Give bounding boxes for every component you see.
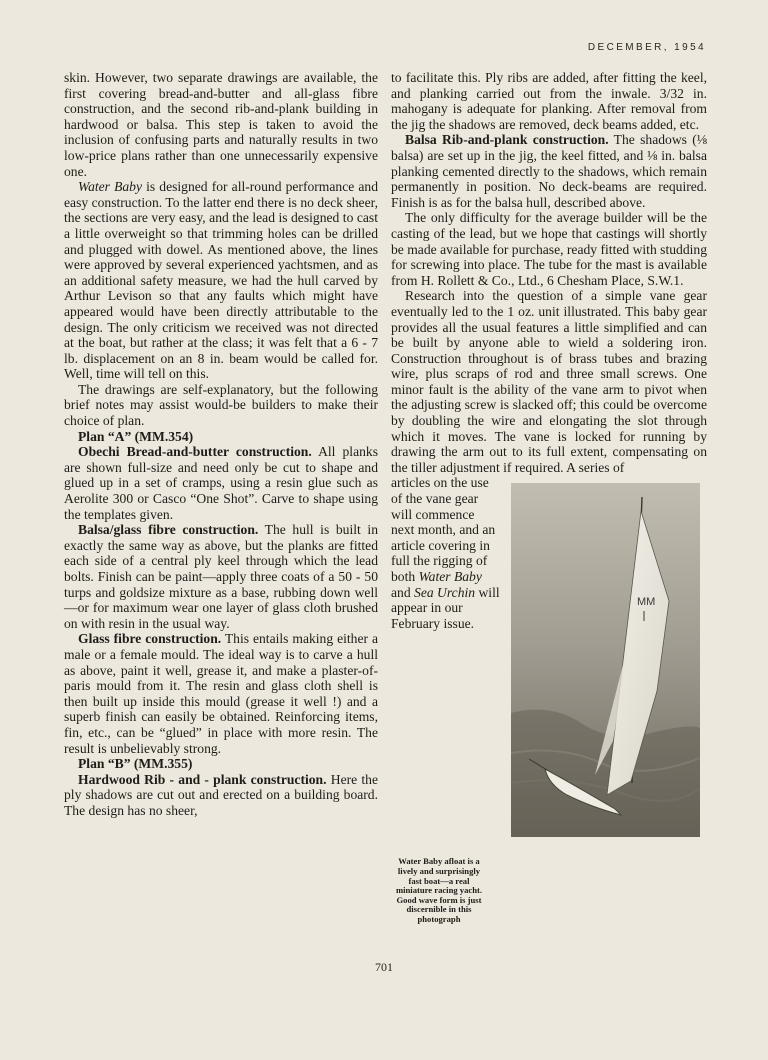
paragraph-text: will appear in our February issue. [391,584,500,631]
paragraph-text: All planks are shown full-size and need only be cut to shape and glued up in a set of cramps, using a resin glue such as Aerolite 300 or Casco “One Shot”. Carve to shape using the templates given. [64,444,378,522]
paragraph-text: Here the ply shadows are cut out and erected on a building board. The design has no sheer, [64,771,378,818]
paragraph-text: The shadows (⅛ balsa) are set up in the jig, the keel fitted, and ⅛ in. balsa planking cemented directly to the shadows, which remain permanently in position. No deck-beams are required. Finish is as for the balsa hull, described above. [391,132,707,210]
run-in-heading: Balsa/glass fibre construction. [78,522,259,538]
yacht-photo [511,483,700,837]
paragraph [64,522,378,631]
paragraph: skin. However, two separate drawings are available, the first covering bread-and-butter and all-glass fibre construction, and the second rib-and-plank building in hardwood or balsa. This step is taken to avoid the inclusion of confusing parts and naturally results in two low-price plans rather than one unnecessarily expensive one. [64,70,378,179]
section-heading-plan-a: Plan “A” (MM.354) [78,428,194,444]
paragraph [64,631,378,756]
paragraph [391,475,501,631]
right-column [391,70,707,925]
photo-wrap-block [391,475,707,924]
left-column [64,70,378,819]
paragraph [391,132,707,210]
run-in-heading: Obechi Bread-and-butter construction. [78,444,312,460]
photo-frame [511,475,700,924]
paragraph-text: is designed for all-round performance and easy construction. To the latter end there is no deck sheer, the sections are very easy, and the lead is designed to cast a little overweight so that trimming holes can be drilled and plugged with dowel. As mentioned above, the lines were approved by several experienced yachtsmen, and as an additional safety measure, we had the hull carved by Arthur Levison so that any faults which might have appeared would have been directly attributable to the design. The only criticism we received was not directed at the boat, but rather at the class; it was felt that a 6 - 7 lb. displacement on an 8 in. beam would be called for. Well, time will tell on this. [64,179,378,382]
run-in-heading: Glass fibre construction. [78,631,222,647]
paragraph: The drawings are self-explanatory, but the following brief notes may assist would-be builders to make their choice of plan. [64,381,378,429]
run-in-heading: Hardwood Rib - and - plank construction. [78,771,327,787]
section-heading-plan-b: Plan “B” (MM.355) [78,756,193,772]
paragraph [64,444,378,522]
running-head: DECEMBER, 1954 [587,42,706,53]
sail-number: MM [637,596,656,609]
boat-name: Water Baby [78,179,143,195]
photo-caption: Water Baby afloat is a lively and surprisingly fast boat—a real miniature racing yacht. Good wave form is just discernible in this photograph [395,856,482,924]
sailboat-illustration [511,483,700,837]
page-number: 701 [375,960,393,974]
paragraph: The only difficulty for the average builder will be the casting of the lead, but we hope that castings will shortly be made available for purchase, ready fitted with studding for screwing into place. The tube for the mast is available from H. Rollett & Co., Ltd., 6 Chesham Place, S.W.1. [391,210,707,288]
paragraph-text: and [391,584,415,600]
boat-name: Water Baby [418,569,482,584]
paragraph-text: The hull is built in exactly the same way as above, but the planks are fitted each side of a central ply keel through which the lead bolts. Finish can be paint—apply three coats of a 50 - 50 turps and goldsize mixture as a base, rubbing down well—or for maximum wear one layer of glass cloth brushed on with resin in the usual way. [64,522,378,631]
run-in-heading: Balsa Rib-and-plank construction. [405,132,609,148]
paragraph-text: articles on the use of the vane gear will commence next month, and an article covering in full the rigging of both [391,475,496,584]
paragraph: to facilitate this. Ply ribs are added, after fitting the keel, and planking carried out from the inwale. 3/32 in. mahogany is adequate for planking. After removal from the jig the shadows are removed, deck beams added, etc. [391,70,707,132]
paragraph: Research into the question of a simple vane gear eventually led to the 1 oz. unit illustrated. This baby gear provides all the usual features a little simplified and can be built by anyone able to wield a soldering iron. Construction throughout is of brass tubes and brazing wire, plus scraps of rod and three small screws. One minor fault is the ability of the vane arm to pivot when the adjusting screw is slacked off; this could be overcome by doubling the wire and elongating the slot through which it moves. The vane is locked for running by drawing the arm out to its full extent, compensating on the tiller adjustment if required. A series of [391,288,707,475]
wrapped-text-column [391,475,501,924]
paragraph [64,179,378,382]
paragraph-text: This entails making either a male or a female mould. The ideal way is to carve a hull as above, paint it well, grease it, and make a plaster-of-paris mould from it. The resin and glass cloth shell is then built up inside this mould (grease it well !) and a superb finish can easily be obtained. Reinforcing items, fin, etc., can be “glued” in place with more resin. The result is unbelievably strong. [64,631,378,756]
paragraph [64,772,378,819]
boat-name: Sea Urchin [414,584,476,600]
